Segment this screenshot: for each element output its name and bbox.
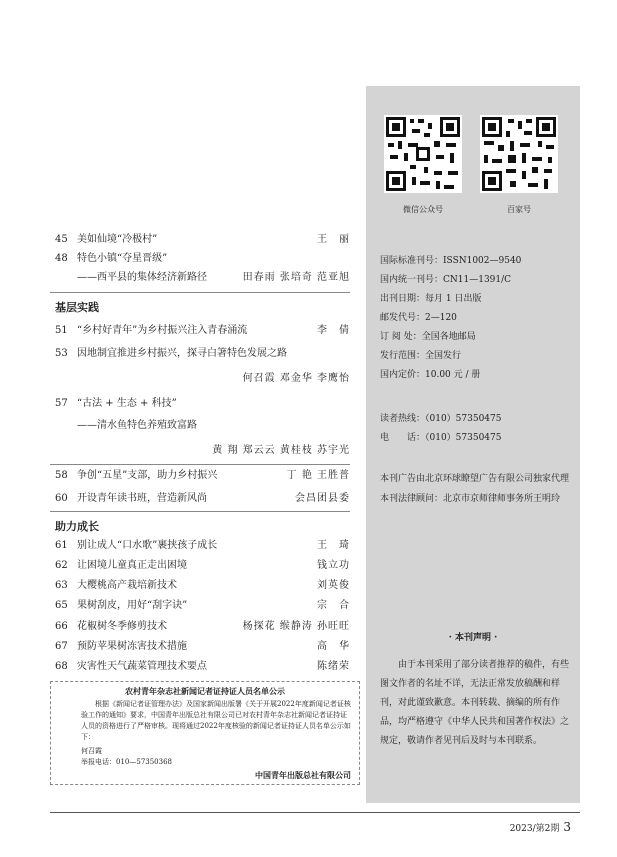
info-row: 出刊日期：每月 1 日出版 bbox=[380, 294, 482, 304]
toc-title: 开设青年读书班，营造新风尚 bbox=[77, 493, 207, 504]
info-row: 订 阅 处：全国各地邮局 bbox=[380, 332, 476, 342]
toc-entry[interactable] bbox=[50, 233, 350, 247]
toc-title: 让困境儿童真正走出困境 bbox=[77, 560, 187, 571]
notice-title: 农村青年杂志社新闻记者证持证人员名单公示 bbox=[125, 687, 285, 696]
toc-title: 果树刮皮，用好“刮字诀” bbox=[77, 600, 188, 611]
notice-name: 何召霞 bbox=[81, 747, 102, 755]
info-row: 国内定价：10.00 元 / 册 bbox=[380, 370, 481, 380]
toc-author: 会昌团县委 bbox=[295, 493, 350, 504]
page-number: 3 bbox=[563, 820, 571, 834]
notice-body: 根据《新闻记者证管理办法》及国家新闻出版署《关于开展2022年度新闻记者证核验工作的通知》要求，中国青年出版总社有限公司已对农村青年杂志社新闻记者证持证人员的资格进行了严格审核。现将通过2022年度核验的新闻记者证持证人员名单公示如下： bbox=[81, 700, 351, 741]
phone-number: 电 话：（010）57350475 bbox=[380, 433, 502, 443]
toc-subtitle: ——西平县的集体经济新路径 bbox=[77, 272, 207, 283]
toc-title: 灾害性天气蔬菜管理技术要点 bbox=[77, 661, 207, 672]
toc-title: 争创“五星”支部，助力乡村振兴 bbox=[77, 470, 218, 481]
toc-author: 宗 合 bbox=[317, 600, 350, 611]
toc-title: 特色小镇“夺星晋级” bbox=[77, 253, 168, 264]
toc-author: 陈绪荣 bbox=[317, 661, 350, 672]
toc-page-number: 45 bbox=[55, 234, 68, 245]
info-panel bbox=[366, 86, 580, 803]
qr-code-icon bbox=[480, 115, 558, 193]
toc-page-number: 53 bbox=[55, 348, 68, 359]
toc-entry[interactable] bbox=[50, 372, 350, 386]
toc-title: 预防苹果树冻害技术措施 bbox=[77, 641, 187, 652]
legal-advisor-text: 本刊法律顾问：北京市京师律师事务所王明玲 bbox=[380, 494, 561, 504]
ad-agency-info bbox=[380, 469, 570, 509]
declaration-body: 由于本刊采用了部分读者推荐的稿件，有些图文作者的名址不详，无法正常发放稿酬和样刊，对此谨致歉意。本刊转载、摘编的所有作品，均严格遵守《中华人民共和国著作权法》之规定，敬请作者见刊后及时与本刊联系。 bbox=[380, 660, 570, 746]
reader-hotline: 读者热线：（010）57350475 bbox=[380, 414, 502, 424]
toc-author: 杨探花 缑静涛 孙旺旺 bbox=[242, 621, 350, 632]
toc-author: 何召霞 邓金华 李鹰怡 bbox=[242, 373, 350, 384]
toc-page-number: 68 bbox=[55, 661, 68, 672]
toc-title: 花椒树冬季修剪技术 bbox=[77, 621, 167, 632]
toc-entry[interactable] bbox=[50, 660, 350, 674]
toc-entry[interactable] bbox=[50, 640, 350, 654]
toc-entry[interactable] bbox=[50, 492, 350, 506]
info-row: 国内统一刊号：CN11—1391/C bbox=[380, 275, 512, 285]
toc-entry[interactable] bbox=[50, 252, 350, 266]
press-card-notice bbox=[50, 681, 360, 785]
toc-page-number: 63 bbox=[55, 580, 68, 591]
ad-agency-text: 本刊广告由北京环球瞭望广告有限公司独家代理 bbox=[380, 474, 570, 484]
section-heading: 基层实践 bbox=[55, 301, 99, 314]
notice-publisher: 中国青年出版总社有限公司 bbox=[255, 771, 351, 780]
toc-title: 美如仙境“冷极村” bbox=[77, 234, 158, 245]
toc-entry[interactable] bbox=[50, 620, 350, 634]
toc-page-number: 65 bbox=[55, 600, 68, 611]
toc-page-number: 60 bbox=[55, 493, 68, 504]
divider bbox=[50, 464, 350, 465]
page-footer bbox=[510, 820, 571, 834]
info-row: 发行范围：全国发行 bbox=[380, 351, 462, 361]
issue-label: 2023/第2期 bbox=[509, 824, 560, 834]
baijiahao-qr-code[interactable] bbox=[480, 115, 558, 193]
toc-entry[interactable] bbox=[50, 469, 350, 483]
contact-info bbox=[380, 410, 502, 448]
toc-page-number: 66 bbox=[55, 621, 68, 632]
info-row: 国际标准刊号：ISSN1002—9540 bbox=[380, 256, 522, 266]
qr-code-icon bbox=[384, 115, 462, 193]
toc-author: 黄 翔 郑云云 黄桂枝 苏宇光 bbox=[212, 445, 350, 456]
toc-subtitle: ——清水鱼特色养殖致富路 bbox=[77, 420, 197, 431]
toc-page-number: 57 bbox=[55, 398, 68, 409]
divider bbox=[50, 511, 350, 512]
qr-label-baijiahao: 百家号 bbox=[507, 205, 531, 214]
toc-author: 高 华 bbox=[317, 641, 350, 652]
toc-entry[interactable] bbox=[50, 347, 350, 361]
toc-page-number: 48 bbox=[55, 253, 68, 264]
toc-entry[interactable] bbox=[50, 539, 350, 553]
toc-page-number: 58 bbox=[55, 470, 68, 481]
notice-phone: 举报电话：010—57350368 bbox=[81, 758, 172, 766]
toc-author: 李 倩 bbox=[317, 325, 350, 336]
toc-entry[interactable] bbox=[50, 559, 350, 573]
toc-page-number: 62 bbox=[55, 560, 68, 571]
toc-title: 别让成人“口水歌”裹挟孩子成长 bbox=[77, 540, 218, 551]
toc-entry[interactable] bbox=[50, 397, 350, 411]
toc-entry[interactable] bbox=[50, 324, 350, 338]
section-heading: 助力成长 bbox=[55, 520, 99, 533]
toc-entry[interactable] bbox=[50, 599, 350, 613]
toc-title: “乡村好青年”为乡村振兴注入青春涌流 bbox=[77, 325, 248, 336]
divider bbox=[50, 292, 350, 293]
toc-page-number: 51 bbox=[55, 325, 68, 336]
declaration-title: · 本刊声明 · bbox=[448, 633, 498, 643]
toc-entry[interactable] bbox=[50, 419, 350, 433]
toc-title: 因地制宜推进乡村振兴，探寻白箸特色发展之路 bbox=[77, 348, 287, 359]
footer-divider bbox=[50, 812, 580, 813]
toc-title: 大樱桃高产栽培新技术 bbox=[77, 580, 177, 591]
publication-info bbox=[380, 252, 521, 385]
toc-author: 王 丽 bbox=[317, 234, 350, 245]
toc-page-number: 61 bbox=[55, 540, 68, 551]
toc-entry[interactable] bbox=[50, 579, 350, 593]
wechat-qr-code[interactable] bbox=[384, 115, 462, 193]
toc-author: 丁 艳 王胜普 bbox=[286, 470, 350, 481]
toc-author: 钱立功 bbox=[317, 560, 350, 571]
toc-author: 王 琦 bbox=[317, 540, 350, 551]
toc-entry[interactable] bbox=[50, 444, 350, 458]
toc-page-number: 67 bbox=[55, 641, 68, 652]
qr-label-wechat: 微信公众号 bbox=[403, 205, 443, 214]
toc-author: 刘英俊 bbox=[317, 580, 350, 591]
toc-entry[interactable] bbox=[50, 271, 350, 285]
toc-title: “古法 + 生态 + 科技” bbox=[77, 398, 177, 409]
toc-author: 田春雨 张培奇 范亚旭 bbox=[242, 272, 350, 283]
info-row: 邮发代号：2—120 bbox=[380, 313, 457, 323]
